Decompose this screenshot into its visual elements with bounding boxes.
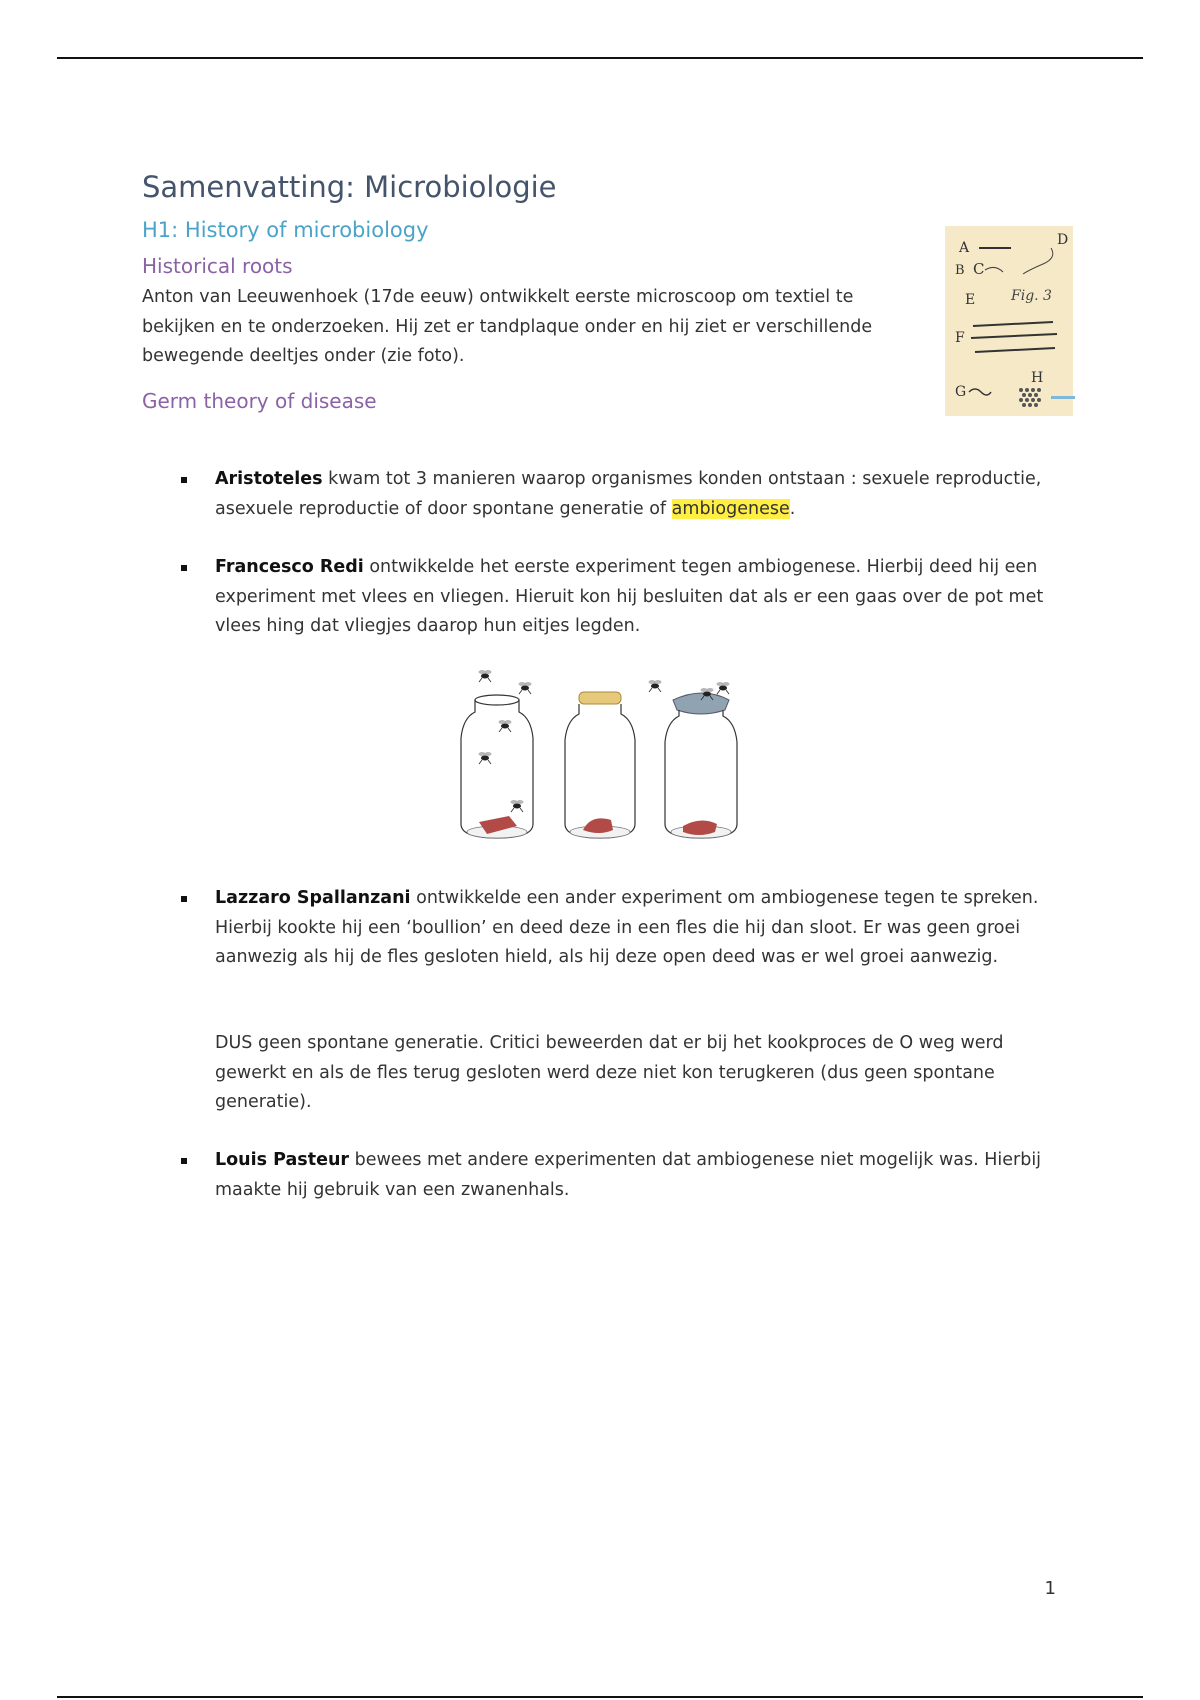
fig-label-b: B	[955, 263, 965, 278]
section-heading-historical-roots: Historical roots	[142, 254, 293, 278]
list-item	[215, 553, 1075, 642]
fig-label-a: A	[959, 240, 970, 256]
section-heading-germ-theory: Germ theory of disease	[142, 389, 377, 413]
document-title: Samenvatting: Microbiologie	[142, 170, 557, 204]
redi-jars-illustration	[455, 660, 755, 850]
bullet-marker	[181, 477, 187, 483]
gauze-jar	[665, 693, 737, 838]
fig-label-g: G	[955, 384, 967, 400]
footer-rule	[57, 1696, 1143, 1698]
historical-paragraph: Anton van Leeuwenhoek (17de eeuw) ontwikkelt eerste microscoop om textiel te bekijken en te onderzoeken. Hij zet er tandplaque onder en hij ziet er verschillende bewegende deeltjes onder (zie foto).	[142, 287, 873, 366]
fig-label-f: F	[955, 330, 965, 346]
corked-jar	[565, 692, 635, 838]
bullet-marker	[181, 565, 187, 571]
open-jar	[461, 695, 533, 838]
bullet-text: bewees met andere experimenten dat ambiogenese niet mogelijk was. Hierbij maakte hij gebruik van een zwanenhals.	[215, 1150, 1042, 1200]
header-rule	[57, 57, 1143, 59]
list-item	[215, 884, 1075, 973]
bullet-text: ontwikkelde het eerste experiment tegen ambiogenese. Hierbij deed hij een experiment met vlees en vliegen. Hieruit kon hij besluiten dat als er een gaas over de pot met vlees hing dat vliegjes daarop hun eitjes legden.	[215, 557, 1044, 636]
bullet-text-end: .	[789, 498, 796, 519]
leeuwenhoek-drawing	[945, 226, 1077, 422]
dus-paragraph: DUS geen spontane generatie. Critici beweerden dat er bij het kookproces de O weg werd gewerkt en als de fles terug gesloten werd deze niet kon terugkeren (dus geen spontane generatie).	[215, 1033, 1004, 1112]
person-name: Lazzaro Spallanzani	[215, 888, 411, 908]
person-name: Louis Pasteur	[215, 1150, 350, 1170]
bullet-text: ontwikkelde een ander experiment om ambiogenese tegen te spreken. Hierbij kookte hij een ‘boullion’ en deed deze in een fles die hij dan sloot. Er was geen groei aanwezig als hij de fles gesloten hield, als hij deze open deed was er wel groei aanwezig.	[215, 888, 1039, 967]
fig-label-c: C	[973, 260, 985, 278]
page-number: 1	[1044, 1578, 1056, 1599]
person-name: Francesco Redi	[215, 557, 364, 577]
list-item	[215, 1146, 1075, 1205]
bullet-marker	[181, 1158, 187, 1164]
bullet-text: kwam tot 3 manieren waarop organismes konden ontstaan : sexuele reproductie, asexuele reproductie of door spontane generatie of	[215, 469, 1042, 519]
fig-label-fig3: Fig. 3	[1011, 288, 1052, 304]
fig-label-e: E	[965, 292, 976, 308]
person-name: Aristoteles	[215, 469, 323, 489]
chapter-heading: H1: History of microbiology	[142, 218, 429, 242]
highlighted-term: ambiogenese	[671, 498, 790, 519]
fig-label-d: D	[1057, 232, 1069, 248]
list-item	[215, 465, 1075, 524]
bullet-marker	[181, 896, 187, 902]
fig-label-h: H	[1031, 370, 1044, 386]
